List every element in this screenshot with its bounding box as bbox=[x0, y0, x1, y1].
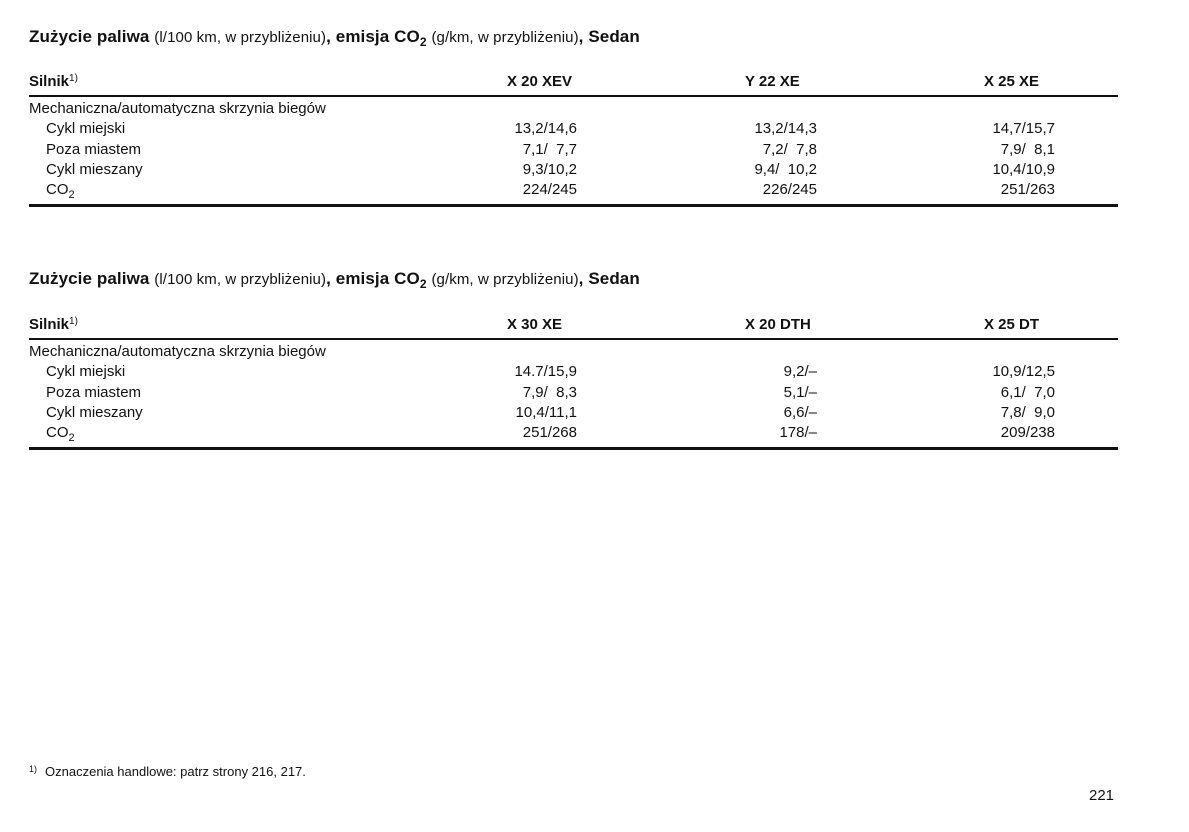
engine-name: X 20 XEV bbox=[507, 73, 573, 90]
value-cell: 9,4/ 10,2 bbox=[754, 161, 817, 178]
row-label: Cykl miejski bbox=[46, 363, 126, 380]
value-cell: 9,2/– bbox=[783, 363, 817, 380]
engine-name: X 30 XE bbox=[507, 316, 563, 333]
table-row bbox=[29, 424, 1118, 444]
table-row bbox=[29, 120, 1118, 140]
table-row bbox=[29, 363, 1118, 383]
engine-name: X 25 XE bbox=[984, 73, 1040, 90]
table-row bbox=[29, 161, 1118, 181]
table-header bbox=[29, 316, 1118, 334]
row-label: Poza miastem bbox=[46, 141, 142, 158]
row-label: Cykl mieszany bbox=[46, 161, 143, 178]
table-bottom-rule bbox=[29, 204, 1118, 207]
row-label: Cykl miejski bbox=[46, 120, 126, 137]
value-cell: 10,4/11,1 bbox=[515, 404, 577, 421]
value-cell: 226/245 bbox=[762, 181, 817, 198]
value-cell: 7,9/ 8,1 bbox=[1000, 141, 1055, 158]
gearbox-label: Mechaniczna/automatyczna skrzynia biegów bbox=[29, 343, 326, 360]
row-label: Poza miastem bbox=[46, 384, 142, 401]
table-header bbox=[29, 73, 1118, 91]
value-cell: 251/263 bbox=[1000, 181, 1055, 198]
row-label: Cykl mieszany bbox=[46, 404, 143, 421]
value-cell: 178/– bbox=[779, 424, 817, 441]
table-bottom-rule bbox=[29, 447, 1118, 450]
value-cell: 7,9/ 8,3 bbox=[522, 384, 577, 401]
footnote bbox=[29, 764, 306, 779]
table-row bbox=[29, 384, 1118, 404]
engine-column-header: Silnik$^{1)}$ bbox=[29, 316, 78, 333]
value-cell: 6,1/ 7,0 bbox=[1000, 384, 1055, 401]
value-cell: 5,1/– bbox=[783, 384, 817, 401]
value-cell: 13,2/14,6 bbox=[514, 120, 577, 137]
table-row bbox=[29, 181, 1118, 201]
engine-name: Y 22 XE bbox=[745, 73, 800, 90]
footnote-mark: 1) bbox=[29, 764, 38, 774]
group-row bbox=[29, 343, 1118, 363]
engine-column-header: Silnik$^{1)}$ bbox=[29, 73, 78, 90]
value-cell: 10,9/12,5 bbox=[992, 363, 1055, 380]
group-row bbox=[29, 100, 1118, 120]
value-cell: 224/245 bbox=[522, 181, 577, 198]
value-cell: 9,3/10,2 bbox=[522, 161, 577, 178]
value-cell: 10,4/10,9 bbox=[992, 161, 1055, 178]
header-rule bbox=[29, 95, 1118, 97]
gearbox-label: Mechaniczna/automatyczna skrzynia biegów bbox=[29, 100, 326, 117]
value-cell: 251/268 bbox=[522, 424, 577, 441]
value-cell: 13,2/14,3 bbox=[754, 120, 817, 137]
header-rule bbox=[29, 338, 1118, 340]
footnote-text: Oznaczenia handlowe: patrz strony 216, 217. bbox=[45, 764, 306, 779]
page-number: 221 bbox=[1089, 787, 1115, 804]
value-cell: 14,7/15,7 bbox=[992, 120, 1055, 137]
value-cell: 6,6/– bbox=[783, 404, 817, 421]
table-row bbox=[29, 141, 1118, 161]
table-title: Zużycie paliwa (l/100 km, w przybliżeniu), emisja $CO_2$ (g/km, w przybliżeniu), Sedan bbox=[29, 27, 640, 49]
table-row bbox=[29, 404, 1118, 424]
value-cell: 7,8/ 9,0 bbox=[1000, 404, 1055, 421]
value-cell: 209/238 bbox=[1000, 424, 1055, 441]
engine-name: X 25 DT bbox=[984, 316, 1040, 333]
value-cell: 7,1/ 7,7 bbox=[522, 141, 577, 158]
value-cell: 7,2/ 7,8 bbox=[762, 141, 817, 158]
row-label: $CO_2$ bbox=[46, 181, 75, 201]
row-label: $CO_2$ bbox=[46, 424, 75, 444]
engine-name: X 20 DTH bbox=[745, 316, 811, 333]
table-title: Zużycie paliwa (l/100 km, w przybliżeniu), emisja $CO_2$ (g/km, w przybliżeniu), Sedan bbox=[29, 269, 640, 291]
value-cell: 14.7/15,9 bbox=[514, 363, 577, 380]
